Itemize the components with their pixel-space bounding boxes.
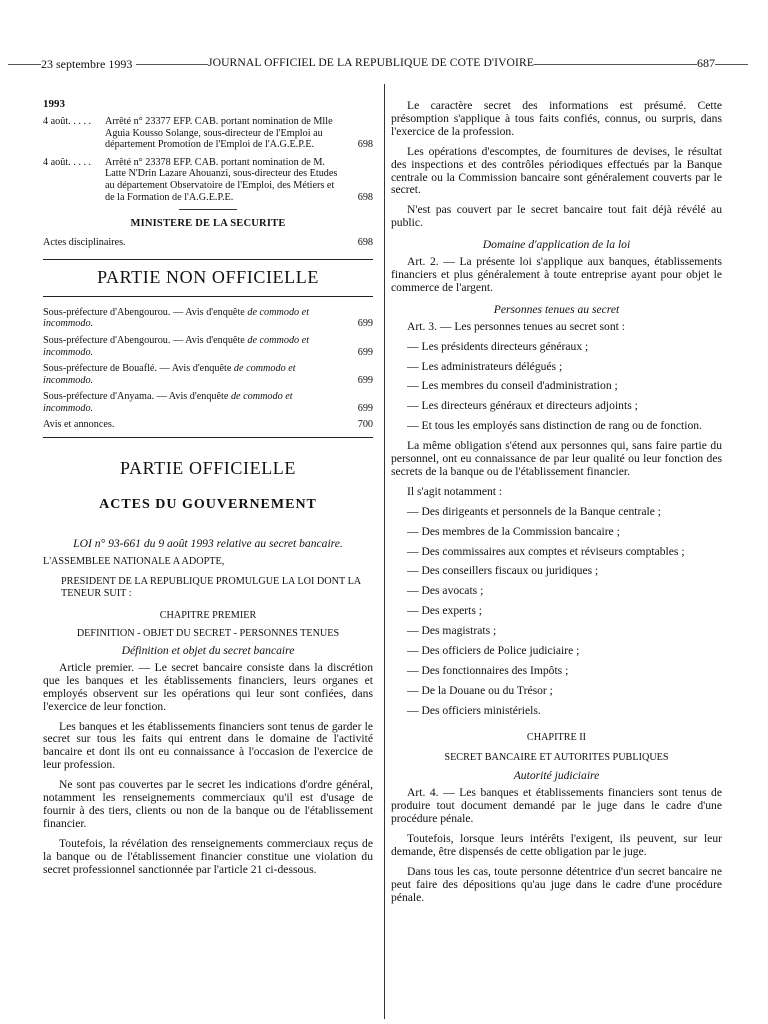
header-date: 23 septembre 1993 [41,57,136,72]
non-official-list [43,307,373,430]
ministry-item [43,237,373,249]
section-rule [43,259,373,260]
article-text: Article premier. — Le secret bancaire consiste dans la discrétion que les banques et les établissements financiers, leurs organes et employés observent sur les opérations qui leur sont confiées, dans l'exercice de leur fonction. Les banques et les établissements financiers sont tenus de garder le secret sur tous les faits qui entrent dans le domaine de l'activité bancaire et dont ils ont eu connaissance à l'occasion de l'exercice de leur profession. Ne sont pas couvertes par le secret les indications d'ordre général, notamment les renseignements commerciaux qu'il est d'usage de fournir à des tiers, clients ou non de la banque ou de l'établissement financier. Toutefois, la révélation des renseignements commerciaux reçus de la banque ou de l'établissement financier constitue une violation du secret professionnel sanctionnée par l'article 21 ci-dessous. [43,660,373,876]
left-column [43,86,373,876]
article-text: Art. 3. — Les personnes tenues au secret sont : — Les présidents directeurs généraux ; — Les administrateurs délégués ; — Les membres du conseil d'administration ; — Les directeurs généraux et directeurs adjoints ; — Et tous les employés sans distinction de rang ou de fonction. La même obligation s'étend aux personnes qui, sans faire partie du personnel, ont eu connaissance de par leur qualité ou leur fonction des secrets de la banque ou de l'établissement financier. Il s'agit notamment : — Des dirigeants et personnels de la Banque centrale ; — Des membres de la Commission bancaire ; — Des commissaires aux comptes et réviseurs comptables ; — Des conseillers fiscaux ou juridiques ; — Des avocats ; — Des experts ; — Des magistrats ; — Des officiers de Police judiciaire ; — Des fonctionnaires des Impôts ; — De la Douane ou du Trésor ; — Des officiers ministériels. [391,319,722,717]
president-line: PRESIDENT DE LA REPUBLIQUE PROMULGUE LA LOI DONT LA TENEUR SUIT : [61,575,361,599]
short-divider [179,209,237,210]
summary-year: 1993 [43,98,65,110]
list-item: Sous-préfecture de Bouaflé. — Avis d'enquête de commodo et incommodo. 699 [43,363,373,386]
journal-title: JOURNAL OFFICIEL DE LA REPUBLIQUE DE COTE D'IVOIRE [208,56,535,69]
right-column [391,86,722,904]
section-title: ACTES DU GOUVERNEMENT [99,497,317,513]
entry-page: 698 [357,139,373,151]
entry-date: 4 août. . . . . [43,116,92,127]
chapter-title: DEFINITION - OBJET DU SECRET - PERSONNES TENUES [76,628,340,640]
chapter-title: SECRET BANCAIRE ET AUTORITES PUBLIQUES [444,751,669,763]
chapter-heading: CHAPITRE II [526,731,587,743]
article-text: Art. 4. — Les banques et établissements financiers sont tenus de produire tout document demandé par le juge dans le cadre d'une procédure pénale. Toutefois, lorsque leurs intérêts l'exigent, ils peuvent, sur leur demande, être dispensés de cette obligation par le juge. Dans tous les cas, toute personne détentrice d'un secret bancaire ne peut faire des dépositions qu'au juge dans le cadre d'une procédure pénale. [391,786,722,904]
entry-date: 4 août. . . . . [43,156,92,168]
partie-non-officielle-title: PARTIE NON OFFICIELLE [97,266,319,287]
law-title: LOI n° 93-661 du 9 août 1993 relative au secret bancaire. [73,537,343,551]
section-rule [43,296,373,297]
article-text: Art. 2. — La présente loi s'applique aux banques, établissements financiers et plus généralement à toute entreprise ayant pour objet le commerce de l'argent. [391,255,722,294]
list-item: Avis et annonces. 700 [43,418,373,430]
subsection-heading: Personnes tenues au secret [493,302,620,316]
partie-officielle-title: PARTIE OFFICIELLE [120,458,296,479]
ministry-item-label: Actes disciplinaires. [43,237,126,249]
ministry-item-page: 698 [357,237,373,249]
subsection-heading: Définition et objet du secret bancaire [121,643,295,657]
entry-page: 698 [357,191,373,203]
subsection-heading: Domaine d'application de la loi [482,238,631,252]
page-number: 687 [697,56,715,70]
section-rule [43,437,373,438]
column-divider [384,84,385,1019]
entry-text: Arrêté n° 23378 EFP. CAB. portant nomination de M. Latte N'Drin Lazare Ahouanzi, sous-directeur des Etudes au département Observatoire de l'Emploi, des Métiers et de la Formation de l'A.G.E.P.E. [105,156,338,203]
summary-entry [43,157,373,203]
assembly-line: L'ASSEMBLEE NATIONALE A ADOPTE, [43,556,225,567]
list-item: Sous-préfecture d'Abengourou. — Avis d'enquête de commodo et incommodo. 699 [43,306,373,330]
article-text: Le caractère secret des informations est présumé. Cette présomption s'applique à tous faits confiés, connus, ou surpris, dans l'exercice de la profession. Les opérations d'escomptes, de fournitures de devises, le résultat des inspections et des contrôles périodiques effectués par la Banque centrale ou la Commission bancaire sont généralement couverts par le secret. N'est pas couvert par le secret bancaire tout fait déjà révélé au public. [391,99,722,230]
list-item: Sous-préfecture d'Abengourou. — Avis d'enquête de commodo et incommodo. 699 [43,334,373,358]
page-header [0,56,768,76]
subsection-heading: Autorité judiciaire [513,769,600,783]
entry-text: Arrêté n° 23377 EFP. CAB. portant nomination de Mlle Aguia Kousso Solange, sous-directeur de l'Emploi au département Promotion de l'Emploi de l'A.G.E.P.E. [105,116,333,151]
ministry-title: MINISTERE DE LA SECURITE [130,218,286,230]
summary-entry [43,116,373,151]
list-item: Sous-préfecture d'Anyama. — Avis d'enquête de commodo et incommodo. 699 [43,391,373,414]
chapter-heading: CHAPITRE PREMIER [159,610,257,622]
